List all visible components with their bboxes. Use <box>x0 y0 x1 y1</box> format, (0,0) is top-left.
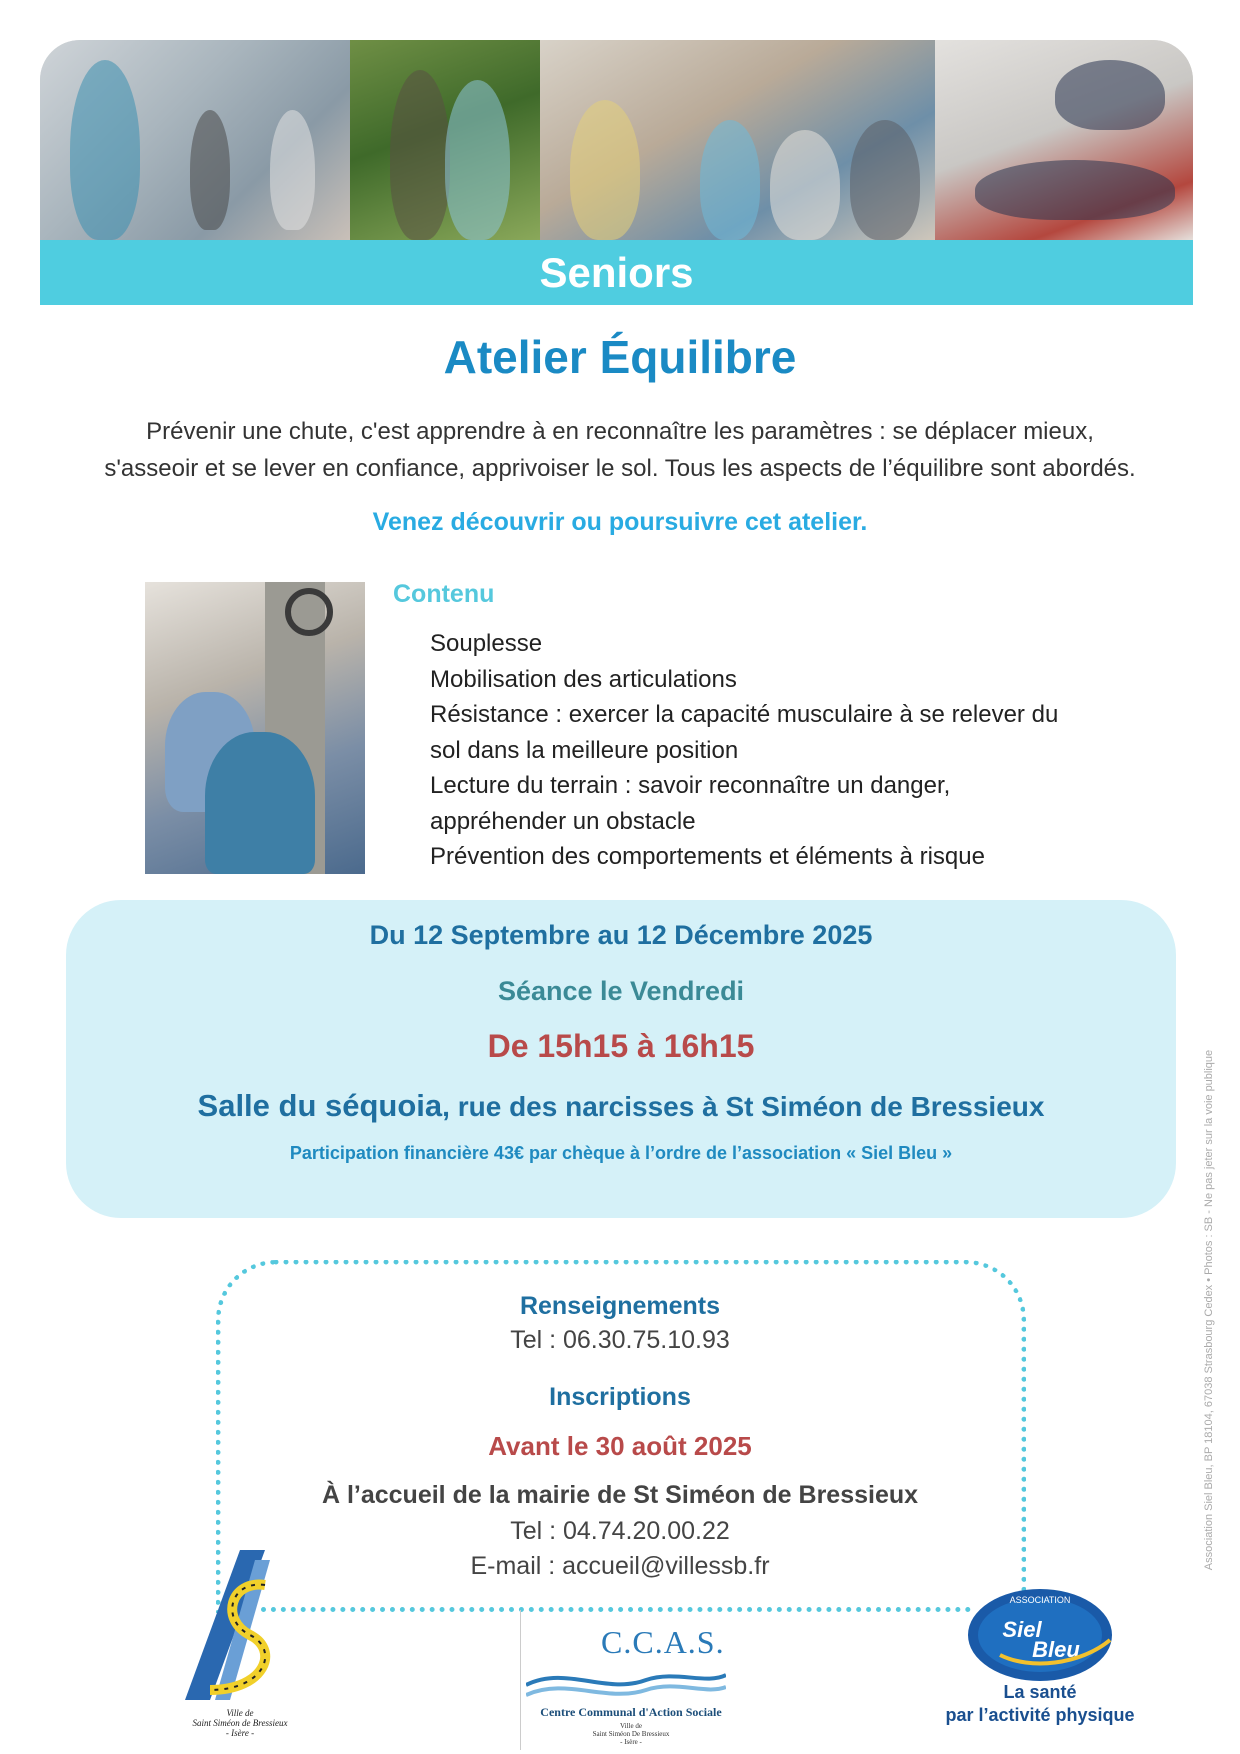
ccas-waves-icon <box>526 1665 726 1705</box>
siel-name-2: Bleu <box>1032 1637 1080 1662</box>
ccas-logo <box>520 1610 725 1750</box>
list-item: appréhender un obstacle <box>430 807 696 835</box>
intro-line-2: s'asseoir et se lever en confiance, apprivoiser le sol. Tous les aspects de l’équilibre sont abordés. <box>104 455 1136 482</box>
siel-bleu-emblem-icon <box>960 1585 1130 1685</box>
ccas-town-line: Ville de <box>620 1722 642 1730</box>
ccas-town-line: Saint Siméon De Bressieux <box>592 1730 670 1738</box>
ville-caption-line: - Isère - <box>225 1728 255 1738</box>
ccas-subtitle: Centre Communal d'Action Sociale <box>540 1705 722 1719</box>
session-place-rest: , rue des narcisses à St Siméon de Bressieux <box>442 1091 1045 1122</box>
credits-vertical <box>1200 1000 1218 1620</box>
info-heading: Renseignements <box>519 1292 721 1320</box>
session-price: Participation financière 43€ par chèque à l’ordre de l’association « Siel Bleu » <box>289 1143 953 1163</box>
siel-tagline <box>940 1681 1140 1727</box>
siel-name-1: Siel <box>1002 1617 1042 1642</box>
ville-caption <box>170 1708 310 1738</box>
list-item: sol dans la meilleure position <box>430 736 739 764</box>
session-info-box <box>66 900 1176 1218</box>
list-item: Mobilisation des articulations <box>430 665 737 693</box>
contenu-heading: Contenu <box>393 580 495 608</box>
register-deadline: Avant le 30 août 2025 <box>488 1431 752 1461</box>
list-item: Souplesse <box>430 630 543 657</box>
ville-caption-line: Ville de <box>226 1708 254 1718</box>
intro-text <box>40 413 1200 487</box>
photo-balance-exercise <box>145 582 365 874</box>
session-dates: Du 12 Septembre au 12 Décembre 2025 <box>369 920 873 950</box>
list-item: Résistance : exercer la capacité musculaire à se relever du <box>430 701 1059 728</box>
ccas-town-line: - Isère - <box>620 1738 642 1746</box>
register-phone: Tel : 04.74.20.00.22 <box>510 1517 730 1545</box>
siel-tagline-line: par l’activité physique <box>945 1705 1135 1725</box>
ccas-title: C.C.A.S. <box>601 1624 725 1660</box>
page-title: Atelier Équilibre <box>443 331 797 383</box>
list-item: Prévention des comportements et éléments à risque <box>430 843 985 870</box>
siel-ring-text: ASSOCIATION <box>1009 1595 1071 1605</box>
register-heading: Inscriptions <box>549 1383 691 1411</box>
header-banner <box>40 40 1193 305</box>
ville-logo <box>170 1550 310 1740</box>
credits-text: Association Siel Bleu, BP 18104, 67038 Strasbourg Cedex • Photos : SB - Ne pas jeter sur la voie publique <box>1203 1049 1215 1571</box>
photo-stretching-group <box>540 40 935 240</box>
seniors-label: Seniors <box>539 248 694 296</box>
photo-nordic-walking <box>350 40 540 240</box>
invite-text: Venez découvrir ou poursuivre cet atelier. <box>372 508 868 536</box>
ville-caption-line: Saint Siméon de Bressieux <box>192 1718 288 1728</box>
session-place <box>66 1088 1176 1124</box>
info-phone: Tel : 06.30.75.10.93 <box>510 1326 730 1354</box>
session-time: De 15h15 à 16h15 <box>487 1028 755 1064</box>
register-email: E-mail : accueil@villessb.fr <box>470 1552 770 1580</box>
siel-bleu-logo <box>945 1585 1135 1745</box>
session-place-main: Salle du séquoia <box>197 1088 443 1123</box>
siel-tagline-line: La santé <box>1003 1682 1077 1702</box>
list-item: Lecture du terrain : savoir reconnaître un danger, <box>430 772 951 799</box>
contenu-list <box>430 626 1150 875</box>
ccas-town <box>531 1722 731 1746</box>
register-place: À l’accueil de la mairie de St Siméon de Bressieux <box>321 1481 919 1509</box>
photo-dance-class <box>40 40 350 240</box>
ville-emblem-icon <box>170 1550 310 1710</box>
session-day: Séance le Vendredi <box>497 976 745 1006</box>
photo-floor-exercise <box>935 40 1193 240</box>
seniors-banner <box>40 240 1193 305</box>
intro-line-1: Prévenir une chute, c'est apprendre à en reconnaître les paramètres : se déplacer mieux, <box>146 418 1094 445</box>
